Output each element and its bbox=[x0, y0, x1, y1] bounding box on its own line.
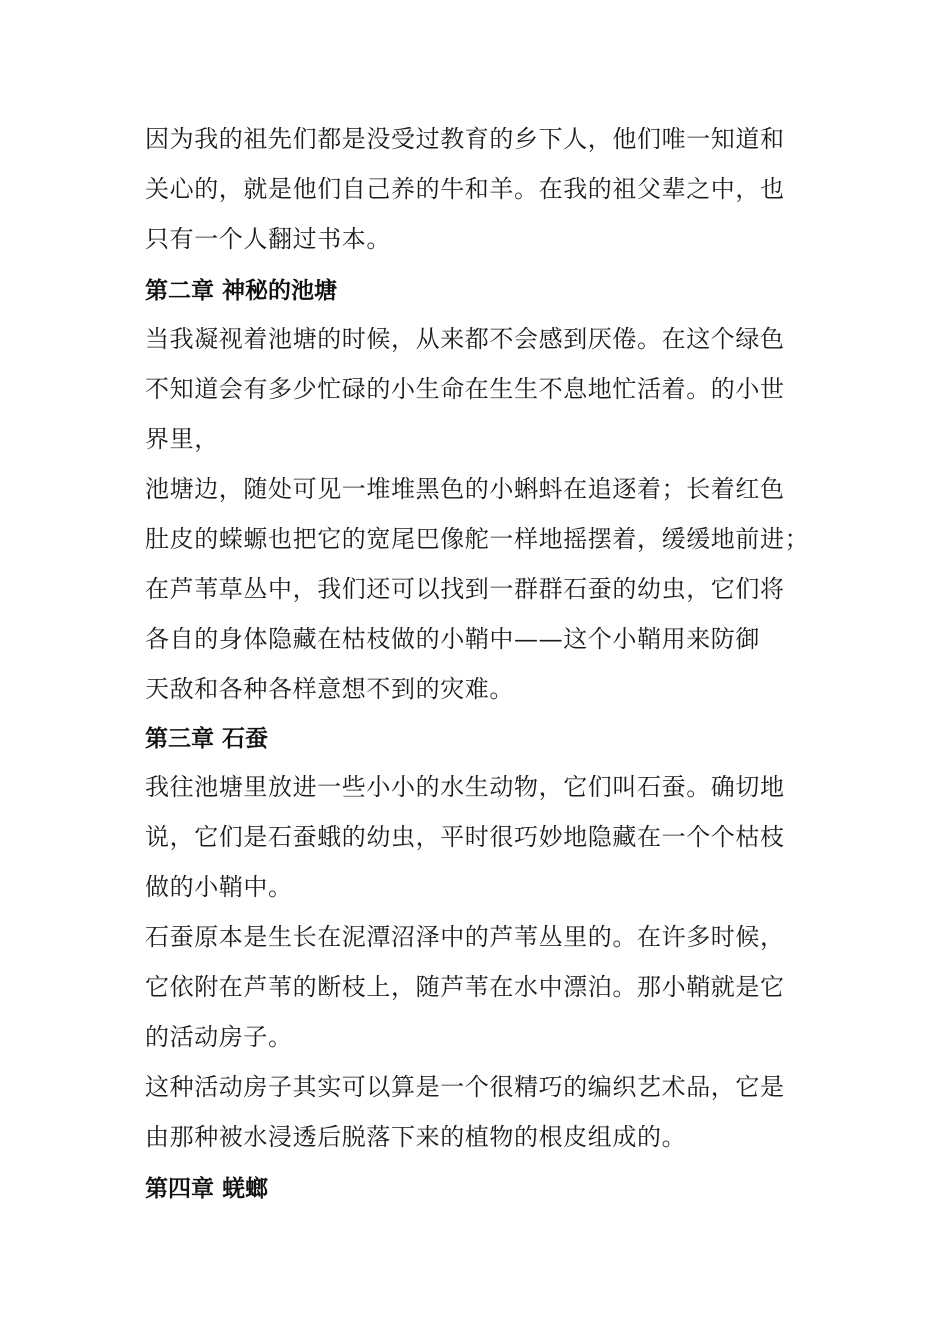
chapter-heading: 第四章 蜣螂 bbox=[145, 1176, 269, 1202]
paragraph-line: 界里， bbox=[145, 425, 219, 453]
paragraph-line: 的活动房子。 bbox=[145, 1023, 293, 1051]
paragraph-line: 当我凝视着池塘的时候，从来都不会感到厌倦。在这个绿色 bbox=[145, 325, 785, 353]
paragraph-line: 不知道会有多少忙碌的小生命在生生不息地忙活着。的小世 bbox=[145, 375, 785, 403]
paragraph-line: 做的小鞘中。 bbox=[145, 873, 293, 901]
paragraph-line: 各自的身体隐藏在枯枝做的小鞘中——这个小鞘用来防御 bbox=[145, 625, 760, 653]
paragraph-line: 说，它们是石蚕蛾的幼虫，平时很巧妙地隐藏在一个个枯枝 bbox=[145, 823, 785, 851]
paragraph-line: 肚皮的蝾螈也把它的宽尾巴像舵一样地摇摆着，缓缓地前进； bbox=[145, 525, 810, 553]
paragraph-line: 它依附在芦苇的断枝上，随芦苇在水中漂泊。那小鞘就是它 bbox=[145, 973, 785, 1001]
paragraph-line: 我往池塘里放进一些小小的水生动物，它们叫石蚕。确切地 bbox=[145, 773, 785, 801]
paragraph-line: 天敌和各种各样意想不到的灾难。 bbox=[145, 675, 514, 703]
paragraph-line: 池塘边，随处可见一堆堆黑色的小蝌蚪在追逐着；长着红色 bbox=[145, 475, 785, 503]
chapter-heading: 第三章 石蚕 bbox=[145, 726, 269, 752]
paragraph-line: 在芦苇草丛中，我们还可以找到一群群石蚕的幼虫，它们将 bbox=[145, 575, 785, 603]
paragraph-line: 关心的，就是他们自己养的牛和羊。在我的祖父辈之中，也 bbox=[145, 175, 785, 203]
chapter-heading: 第二章 神秘的池塘 bbox=[145, 278, 338, 304]
paragraph-line: 石蚕原本是生长在泥潭沼泽中的芦苇丛里的。在许多时候， bbox=[145, 923, 785, 951]
paragraph-line: 这种活动房子其实可以算是一个很精巧的编织艺术品，它是 bbox=[145, 1073, 785, 1101]
paragraph-line: 因为我的祖先们都是没受过教育的乡下人，他们唯一知道和 bbox=[145, 125, 785, 153]
paragraph-line: 由那种被水浸透后脱落下来的植物的根皮组成的。 bbox=[145, 1123, 687, 1151]
paragraph-line: 只有一个人翻过书本。 bbox=[145, 225, 391, 253]
